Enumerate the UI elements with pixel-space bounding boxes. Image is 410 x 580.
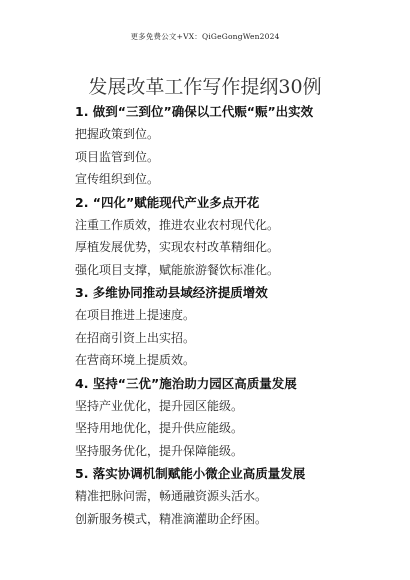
section-item: 厚植发展优势，实现农村改革精细化。: [75, 240, 280, 254]
section-heading: 1. 做到“三到位”确保以工代赈“赈”出实效: [75, 104, 314, 119]
section-item: 创新服务模式，精准滴灌助企纾困。: [75, 511, 268, 526]
section-heading: 3. 多维协同推动县域经济提质增效: [75, 285, 268, 300]
section-item: 在招商引资上出实招。: [75, 330, 196, 345]
section-3: [75, 282, 385, 372]
section-item: 宣传组织到位。: [75, 172, 160, 186]
section-item: 把握政策到位。: [75, 127, 160, 141]
section-1: [75, 101, 385, 191]
section-item: 项目监管到位。: [75, 149, 160, 164]
section-2: [75, 192, 385, 282]
section-item: 注重工作质效，推进农业农村现代化。: [75, 217, 280, 232]
header-note: 更多免费公文+VX：QiGeGongWen2024: [130, 32, 280, 41]
section-5: [75, 463, 385, 530]
section-item: 精准把脉问需，畅通融资源头活水。: [75, 489, 268, 503]
document-body: [75, 100, 385, 530]
document-title: 发展改革工作写作提纲30例: [88, 76, 322, 98]
section-heading: 2. “四化”赋能现代产业多点开花: [75, 194, 260, 210]
section-4: [75, 373, 385, 463]
section-item: 强化项目支撑，赋能旅游餐饮标准化。: [75, 262, 280, 277]
section-item: 在营商环境上提质效。: [75, 353, 196, 367]
section-heading: 4. 坚持“三优”施治助力园区高质量发展: [75, 375, 297, 391]
section-item: 坚持产业优化，提升园区能级。: [75, 398, 244, 413]
section-item: 坚持服务优化，提升保障能级。: [75, 443, 244, 458]
section-item: 坚持用地优化，提升供应能级。: [75, 421, 244, 435]
section-heading: 5. 落实协调机制赋能小微企业高质量发展: [75, 466, 306, 481]
section-item: 在项目推进上提速度。: [75, 308, 196, 322]
